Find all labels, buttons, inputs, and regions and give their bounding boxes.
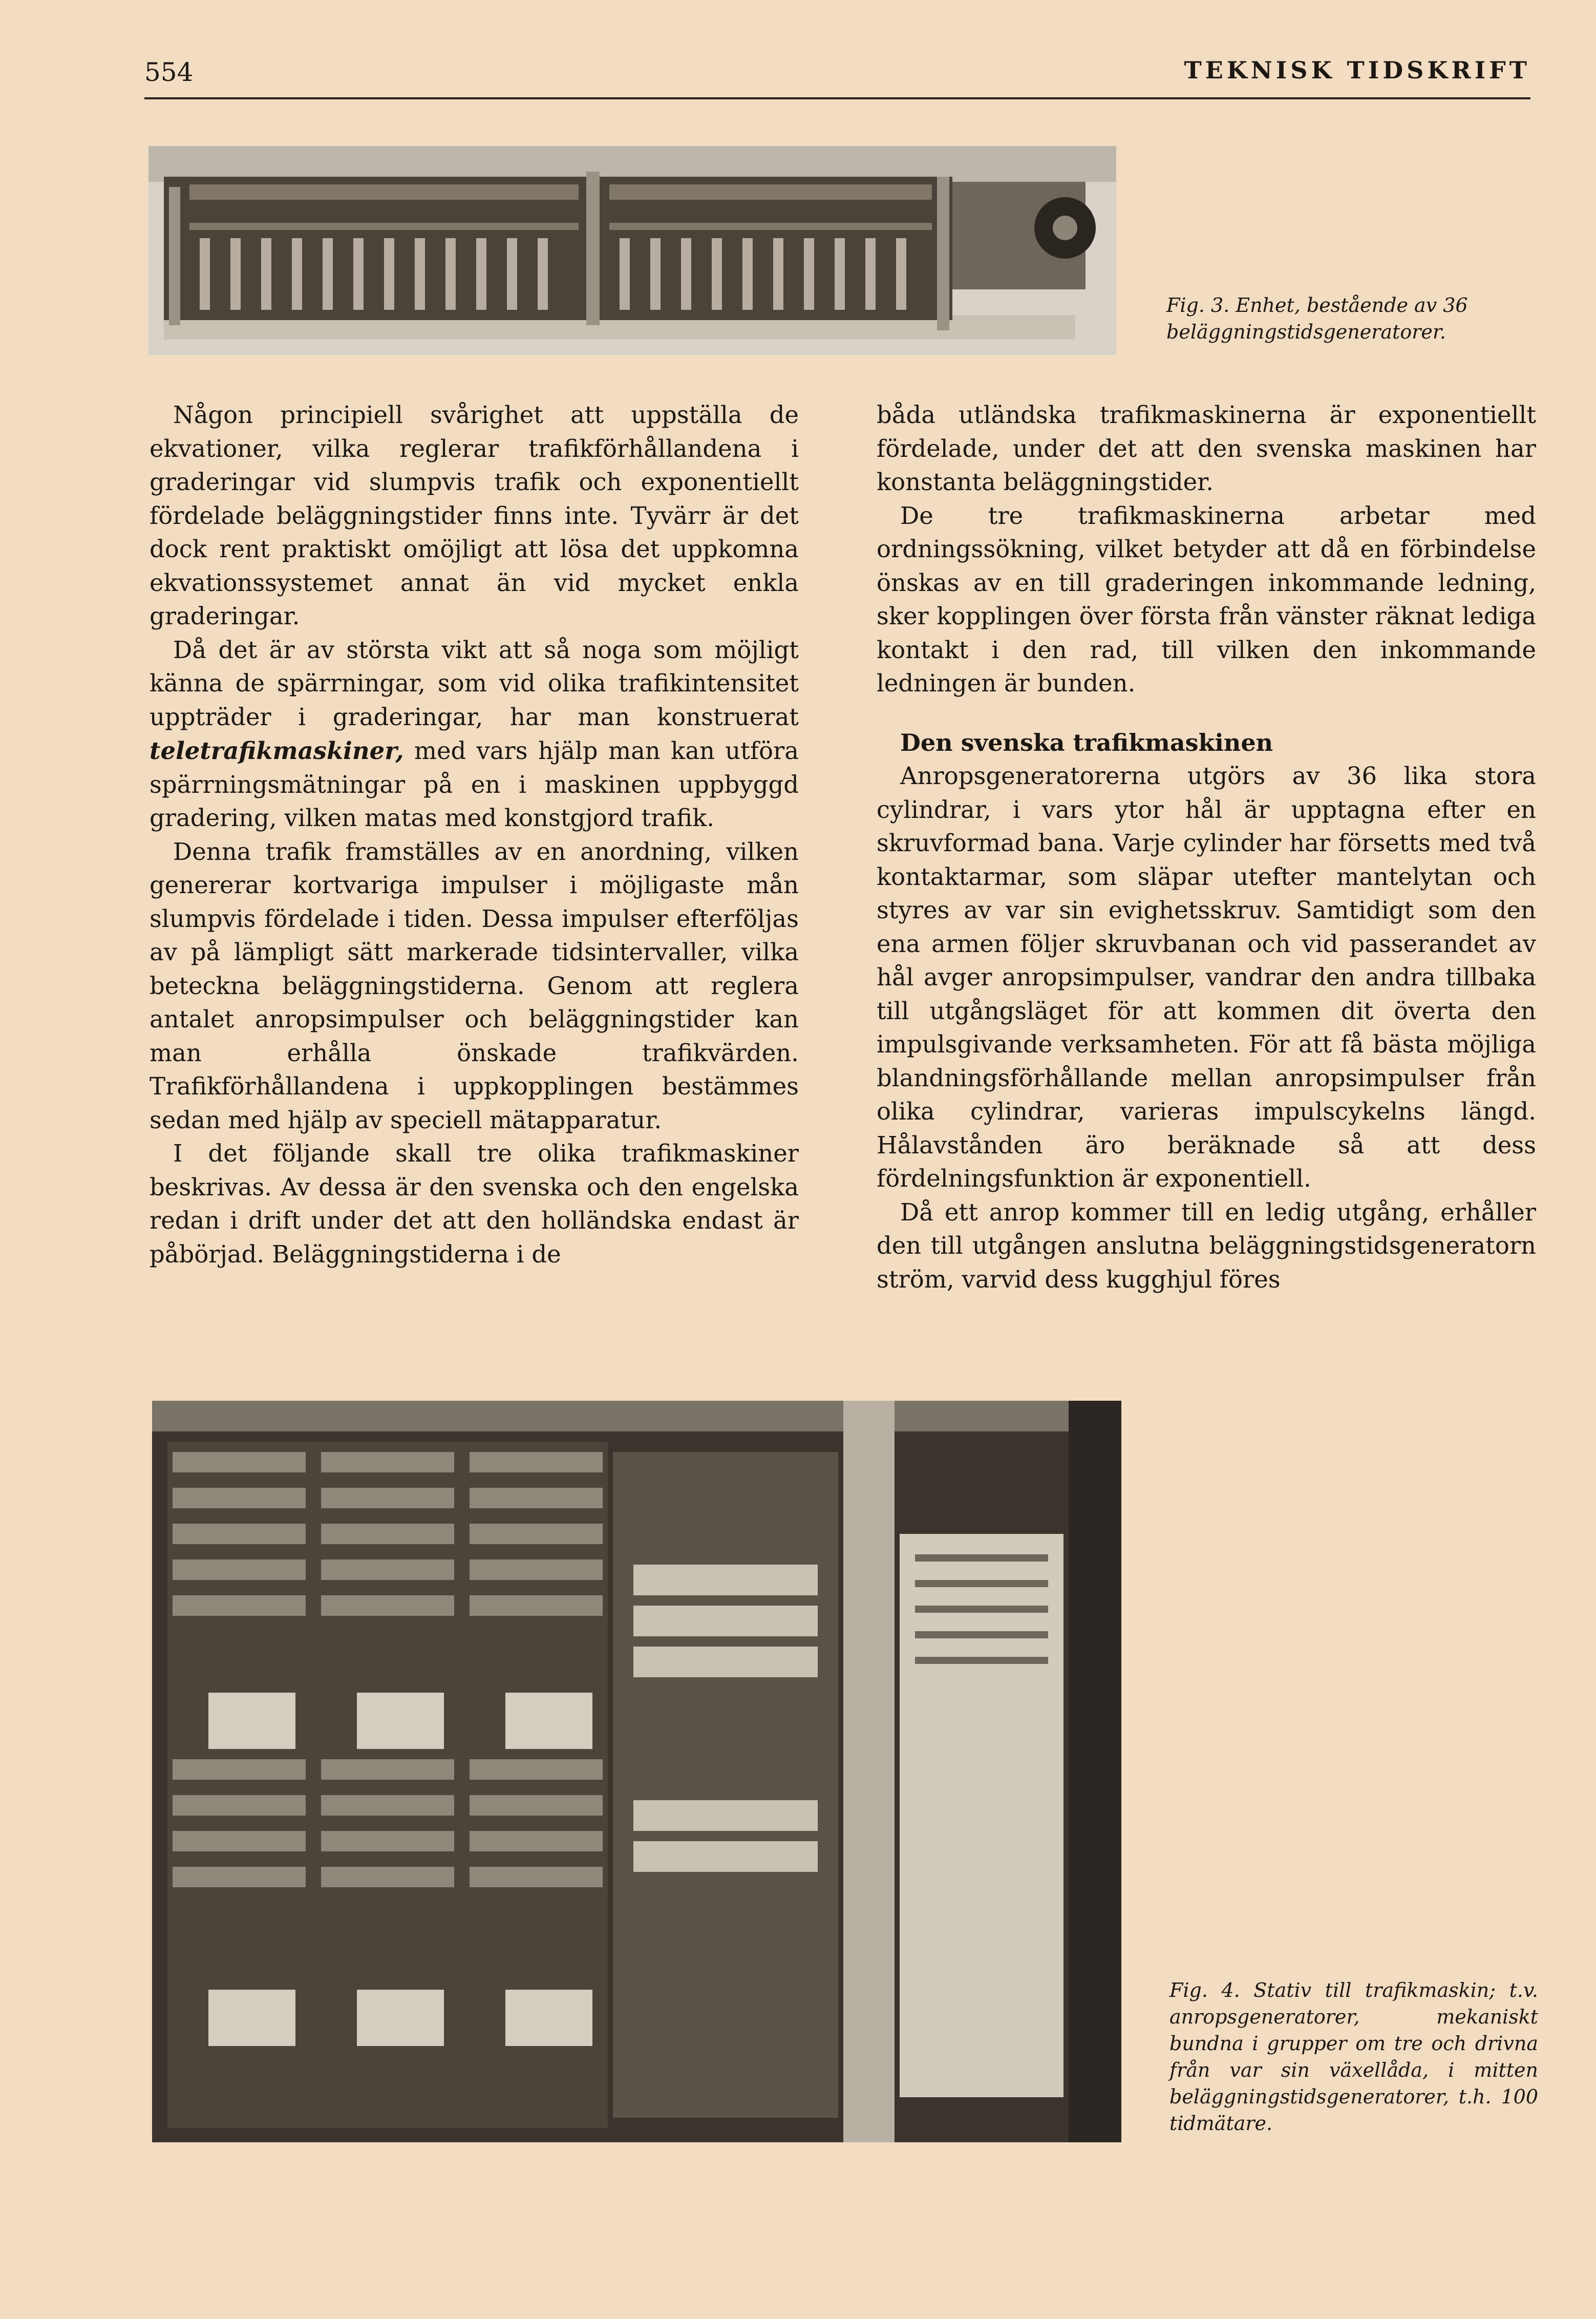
- term-teletrafikmaskiner: teletrafikmaskiner,: [150, 736, 404, 765]
- right-paragraph-2: De tre trafikmaskinerna arbetar med ordningssökning, vilket betyder att då en förbindelse önskas av en till graderingen inkommande ledning, sker kopplingen över första från vänster räknat lediga kontakt i den rad, till vilken den inkommande ledningen är bunden.: [877, 501, 1536, 697]
- header-rule: [144, 97, 1530, 99]
- section-heading: Den svenska trafikmaskinen: [900, 728, 1273, 756]
- left-paragraph-2: [150, 634, 799, 835]
- running-head: TEKNISK TIDSKRIFT: [1184, 56, 1530, 84]
- right-paragraph-4: Då ett anrop kommer till en ledig utgång, erhåller den till utgången anslutna beläggningstidsgeneratorn ström, varvid dess kugghjul föres: [877, 1198, 1536, 1293]
- left-paragraph-3: Denna trafik framställes av en anordning, vilken genererar kortvariga impulser i möjligaste mån slumpvis fördelade i tiden. Dessa impulser efterföljas av på lämpligt sätt markerade tidsintervaller, vilka beteckna beläggningstiderna. Genom att reglera antalet anropsimpulser och beläggningstider kan man erhålla önskade trafikvärden. Trafikförhållandena i uppkopplingen bestämmes sedan med hjälp av speciell mätapparatur.: [150, 837, 799, 1134]
- left-paragraph-1: Någon principiell svårighet att uppställa de ekvationer, vilka reglerar trafikförhållandena i graderingar vid slumpvis trafik och exponentiellt fördelade beläggningstider finns inte. Tyvärr är det dock rent praktiskt omöjligt att lösa det uppkomna ekvationssystemet annat än vid mycket enkla graderingar.: [150, 401, 799, 630]
- right-column: [877, 398, 1536, 1296]
- right-paragraph-1: båda utländska trafikmaskinerna är exponentiellt fördelade, under det att den svenska maskinen har konstanta beläggningstider.: [877, 401, 1536, 496]
- left-paragraph-2-start: Då det är av största vikt att så noga som möjligt känna de spärrningar, som vid olika trafikintensitet uppträder i graderingar, har man konstruerat: [150, 636, 799, 731]
- right-paragraph-3: Anropsgeneratorerna utgörs av 36 lika stora cylindrar, i vars ytor hål är upptagna efter en skruvformad bana. Varje cylinder har försetts med två kontaktarmar, som släpar utefter mantelytan och styres av var sin evighetsskruv. Samtidigt som den ena armen följer skruvbanan och vid passerandet av hål avger anropsimpulser, vandrar den andra tillbaka till utgångsläget för att kommen dit överta den impulsgivande verksamheten. För att få bästa möjliga blandningsförhållande mellan anropsimpulser från olika cylindrar, varieras impulscykelns längd. Hålavstånden äro beräknade så att dess fördelningsfunktion är exponentiell.: [877, 762, 1536, 1192]
- fig4-photo: [152, 1401, 1121, 2142]
- fig4-photo-illustration: [152, 1401, 1121, 2142]
- left-column: [150, 398, 799, 1271]
- left-paragraph-4: I det följande skall tre olika trafikmaskiner beskrivas. Av dessa är den svenska och den engelska redan i drift under det att den holländska endast är påbörjad. Beläggningstiderna i de: [150, 1140, 799, 1268]
- fig3-photo: [148, 146, 1116, 355]
- fig3-caption: Fig. 3. Enhet, bestående av 36 beläggningstidsgeneratorer.: [1166, 294, 1468, 343]
- left-paragraph-2-end: med vars hjälp man kan utföra spärrningsmätningar på en i maskinen uppbyggd gradering, vilken matas med konstgjord trafik.: [150, 737, 799, 832]
- page-number: 554: [144, 57, 194, 87]
- fig4-caption: Fig. 4. Stativ till trafikmaskin; t.v. anropsgeneratorer, mekaniskt bundna i grupper om tre och drivna från var sin växellåda, i mitten beläggningstidsgeneratorer, t.h. 100 tidmätare.: [1169, 1979, 1538, 2135]
- fig3-photo-illustration: [148, 146, 1116, 355]
